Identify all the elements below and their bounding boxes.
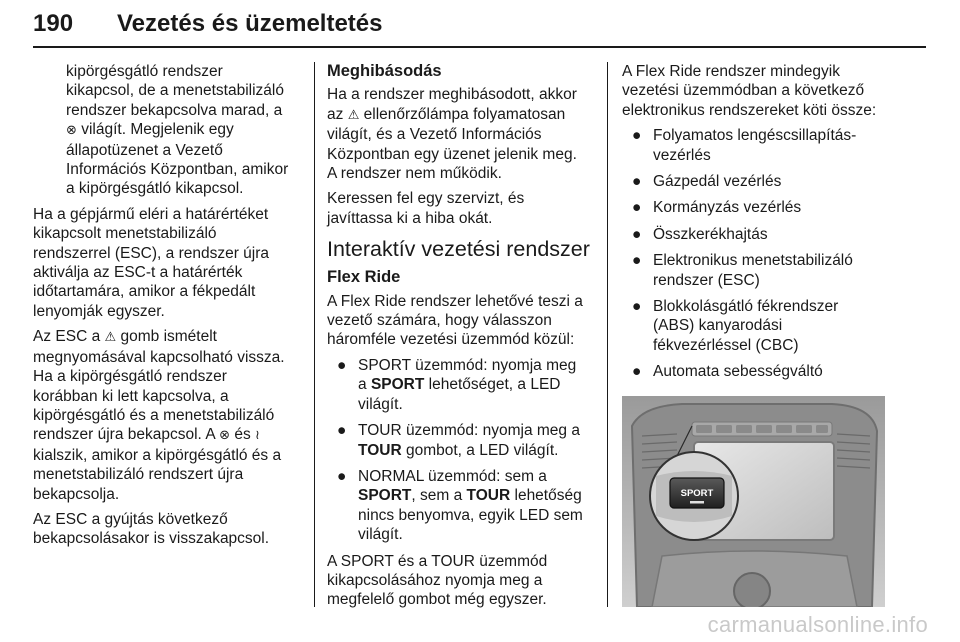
traction-control-off-icon: ⊗ (66, 123, 77, 139)
bullet: ● (632, 127, 642, 145)
mode-list (327, 356, 595, 545)
paragraph: Ha a rendszer meghibásodott, akkor az ⚠ ellenőrzőlámpa folyamatosan világít, és a Vezető Információs Központban egy üzenet jelenik meg. A rendszer nem működik. (327, 86, 577, 183)
bullet: ● (632, 252, 642, 270)
esc-off-icon: ≀ (255, 428, 260, 444)
bullet: ● (632, 363, 642, 381)
continued-paragraph: kipörgésgátló rendszer kikapcsol, de a menetstabilizáló rendszer bekapcsolva marad, a ⊗ világít. Megjelenik egy állapotüzenet a Vezető Információs Központban, amikor a kipörgésgátló kikapcsol. (66, 63, 289, 198)
system-list (622, 126, 892, 381)
list-item: ● Kormányzás vezérlés (632, 199, 802, 217)
page-number: 190 (33, 10, 74, 37)
column-divider (607, 62, 608, 607)
list-item: ● NORMAL üzemmód: sem a SPORT, sem a TOUR lehetőség nincs benyomva, egyik LED sem világít. (337, 467, 583, 544)
paragraph: A SPORT és a TOUR üzemmód kikapcsolásához nyomja meg a megfelelő gombot még egyszer. (327, 552, 548, 609)
paragraph: Az ESC a ⚠ gomb ismételt megnyomásával kapcsolható vissza. Ha a kipörgésgátló rendszer korábban ki lett kapcsolva, a kipörgésgátló és a menetstabilizáló rendszer újra bekapcsol. A ⊗ és ≀ kialszik, amikor a kipörgésgátló és a menetstabilizáló rendszert újra bekapcsolja. (33, 328, 285, 503)
heading-flex-ride: Flex Ride (327, 268, 401, 287)
traction-control-off-icon: ⊗ (219, 428, 231, 444)
bullet: ● (337, 356, 347, 374)
list-item: ● Összkerékhajtás (632, 225, 768, 243)
bullet: ● (632, 199, 642, 217)
list-item: ● Elektronikus menetstabilizáló rendszer (ESC) (632, 252, 853, 289)
watermark: carmanualsonline.info (707, 612, 928, 637)
section-title: Meghibásodás (327, 62, 442, 80)
esc-button-icon: ⚠ (104, 330, 117, 346)
paragraph: Keressen fel egy szervizt, és javíttassa ki a hiba okát. (327, 190, 525, 227)
list-item: ● SPORT üzemmód: nyomja meg a SPORT lehetőséget, a LED világít. (337, 356, 577, 413)
header-rule (33, 46, 926, 48)
paragraph: A Flex Ride rendszer lehetővé teszi a vezető számára, hogy válasszon háromféle vezetési üzemmód közül: (327, 292, 583, 349)
list-item: ● Gázpedál vezérlés (632, 173, 782, 191)
sport-button-label: SPORT (680, 488, 714, 499)
column-1 (33, 62, 305, 555)
list-item: ● Automata sebességváltó (632, 363, 823, 381)
column-3 (622, 62, 892, 419)
list-item: ● Folyamatos lengéscsillapítás- vezérlés (632, 127, 857, 164)
bullet: ● (337, 467, 347, 485)
paragraph: Ha a gépjármű eléri a határértéket kikapcsolt menetstabilizáló rendszerrel (ESC), a rendszer újra aktiválja az ESC-t a határérték időtartamára, amikor a fékpedált lenyomják egyszer. (33, 205, 270, 320)
sport-button-photo (622, 396, 885, 607)
bullet: ● (632, 173, 642, 191)
column-divider (314, 62, 315, 607)
bullet: ● (632, 298, 642, 316)
esc-button-icon: ⚠ (347, 107, 360, 123)
paragraph: A Flex Ride rendszer mindegyik vezetési üzemmódban a következő elektronikus rendszereket köti össze: (622, 63, 877, 119)
dashboard-illustration (622, 396, 885, 607)
list-item: ● TOUR üzemmód: nyomja meg a TOUR gombot, a LED világít. (337, 422, 580, 459)
paragraph: Az ESC a gyújtás következő bekapcsolásakor is visszakapcsol. (33, 510, 270, 548)
bullet: ● (337, 422, 347, 440)
column-2 (327, 62, 595, 616)
list-item: ● Blokkolásgátló fékrendszer (ABS) kanyarodási fékvezérléssel (CBC) (632, 298, 839, 354)
page-title: Vezetés és üzemeltetés (117, 10, 383, 37)
page-header (33, 8, 926, 42)
bullet: ● (632, 225, 642, 243)
heading-interactive-driving: Interaktív vezetési rendszer (327, 237, 590, 262)
